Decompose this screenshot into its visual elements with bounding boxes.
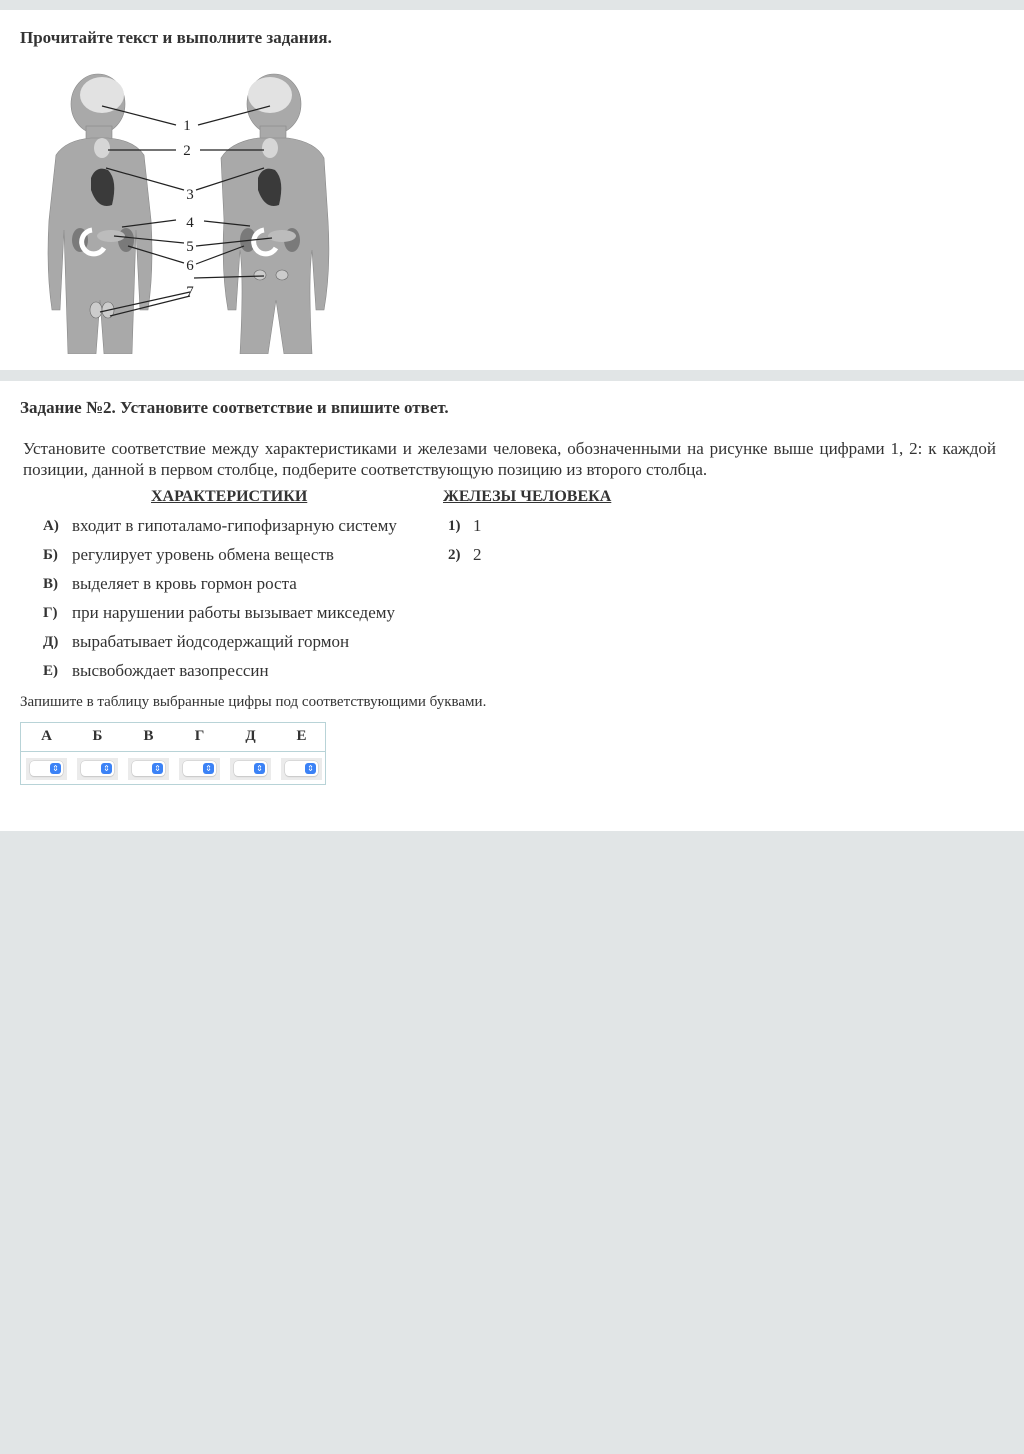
task-card — [0, 381, 1024, 831]
task-heading: Задание №2. Установите соответствие и впишите ответ. — [20, 398, 449, 417]
item-text: регулирует уровень обмена веществ — [72, 545, 334, 564]
figure-label-6: 6 — [186, 258, 194, 274]
characteristics-header: ХАРАКТЕРИСТИКИ — [151, 488, 308, 505]
item-number: 2) — [448, 547, 461, 563]
item-text: 1 — [473, 516, 482, 535]
answer-table-header — [21, 723, 325, 752]
updown-chevron-icon: ⇕ — [50, 763, 61, 774]
item-letter: Б) — [43, 547, 58, 563]
reading-card — [0, 10, 1024, 370]
answer-select-g[interactable] — [183, 761, 216, 776]
answer-cell — [281, 758, 322, 780]
figure-label-2: 2 — [183, 143, 191, 159]
column-header-b: Б — [92, 728, 103, 744]
column-header-g: Г — [194, 728, 205, 744]
column-header-d: Д — [245, 728, 256, 744]
item-text: 2 — [473, 545, 482, 564]
answer-cell — [26, 758, 67, 780]
figure-label-1: 1 — [183, 118, 191, 134]
updown-chevron-icon: ⇕ — [152, 763, 163, 774]
instruction-note: Запишите в таблицу выбранные цифры под соответствующими буквами. — [20, 694, 487, 710]
item-letter: Г) — [43, 605, 58, 621]
answer-select-e[interactable] — [285, 761, 318, 776]
updown-chevron-icon: ⇕ — [305, 763, 316, 774]
answer-cell — [77, 758, 118, 780]
item-letter: А) — [43, 518, 59, 534]
answer-cell — [128, 758, 169, 780]
updown-chevron-icon: ⇕ — [254, 763, 265, 774]
figure-label-3: 3 — [186, 187, 194, 203]
column-header-a: А — [41, 728, 52, 744]
reading-heading: Прочитайте текст и выполните задания. — [20, 28, 332, 47]
item-letter: Д) — [43, 634, 59, 650]
item-letter: Е) — [43, 663, 58, 679]
item-letter: В) — [43, 576, 58, 592]
figure-label-4: 4 — [186, 215, 194, 231]
item-text: выделяет в кровь гормон роста — [72, 574, 297, 593]
figure-label-7: 7 — [186, 284, 194, 300]
answer-cell — [179, 758, 220, 780]
answer-select-b[interactable] — [81, 761, 114, 776]
answer-select-v[interactable] — [132, 761, 165, 776]
item-text: входит в гипоталамо-гипофизарную систему — [72, 516, 397, 535]
task-description: Установите соответствие между характеристиками и железами человека, обозначенными на рисунке выше цифрами 1, 2: к каждой позиции, данной в первом столбце, подберите соответствующую позицию из второго столбца. — [23, 439, 996, 479]
item-text: высвобождает вазопрессин — [72, 661, 269, 680]
answer-table — [20, 722, 326, 785]
answer-select-a[interactable] — [30, 761, 63, 776]
item-text: вырабатывает йодсодержащий гормон — [72, 632, 350, 651]
column-header-v: В — [143, 728, 154, 744]
updown-chevron-icon: ⇕ — [203, 763, 214, 774]
column-header-e: Е — [296, 728, 307, 744]
figure-label-5: 5 — [186, 239, 194, 255]
answer-select-d[interactable] — [234, 761, 267, 776]
item-number: 1) — [448, 518, 461, 534]
item-text: при нарушении работы вызывает микседему — [72, 603, 395, 622]
answer-cell — [230, 758, 271, 780]
glands-header: ЖЕЛЕЗЫ ЧЕЛОВЕКА — [443, 488, 612, 505]
endocrine-glands-diagram-icon — [36, 70, 336, 354]
updown-chevron-icon: ⇕ — [101, 763, 112, 774]
